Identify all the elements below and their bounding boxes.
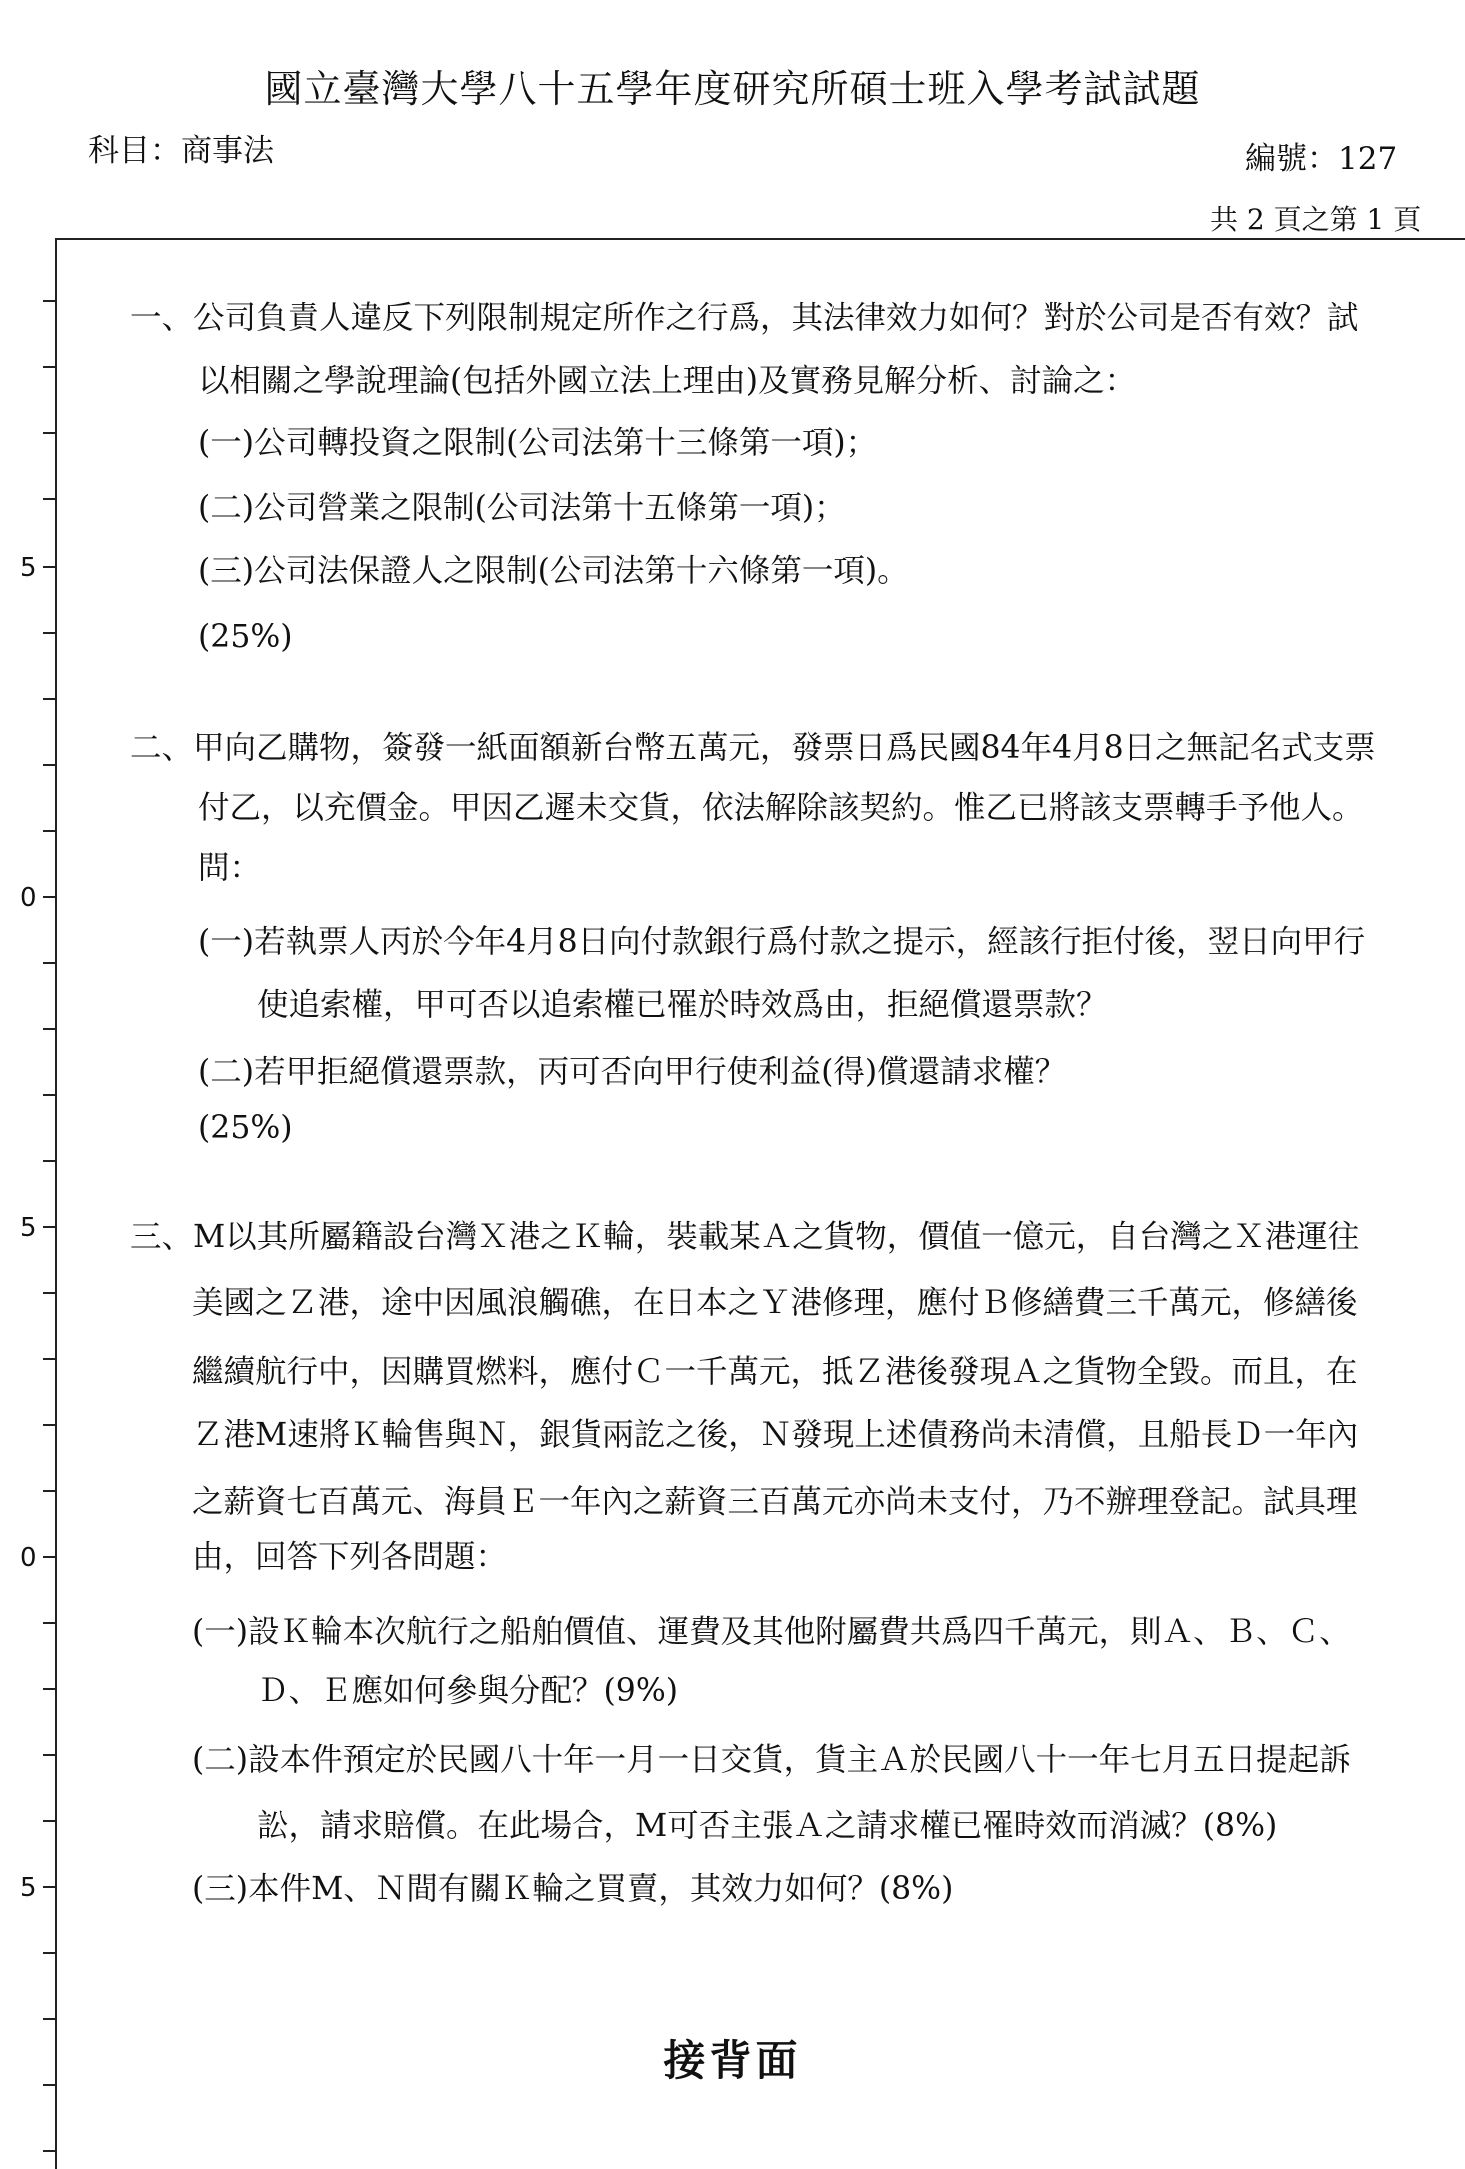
- ruler-tick: [43, 1952, 56, 1954]
- question-line: 三、M以其所屬籍設台灣Ｘ港之Ｋ輪，裝載某Ａ之貨物，價值一億元，自台灣之Ｘ港運往: [130, 1219, 1360, 1255]
- exam-code: 編號：127: [1245, 141, 1398, 177]
- ruler-tick: [43, 1754, 56, 1756]
- question-line: 一、公司負責人違反下列限制規定所作之行爲，其法律效力如何？對於公司是否有效？試: [130, 300, 1359, 336]
- question-line: 付乙，以充價金。甲因乙遲未交貨，依法解除該契約。惟乙已將該支票轉手予他人。: [198, 790, 1364, 826]
- ruler-tick: [43, 896, 56, 898]
- ruler-tick: [43, 698, 56, 700]
- question-line: 問：: [198, 850, 262, 886]
- question-line: (25%): [198, 1110, 293, 1146]
- question-line: 由，回答下列各問題：: [192, 1539, 508, 1575]
- ruler-label: 5: [20, 553, 37, 583]
- ruler-tick: [43, 366, 56, 368]
- ruler-label: 5: [20, 1213, 37, 1243]
- question-line: (一)公司轉投資之限制(公司法第十三條第一項)；: [198, 425, 878, 461]
- question-line: Ｚ港M速將Ｋ輪售與Ｎ，銀貨兩訖之後，Ｎ發現上述債務尚未清償，且船長Ｄ一年內: [192, 1417, 1359, 1453]
- ruler-tick: [43, 1886, 56, 1888]
- question-line: (二)公司營業之限制(公司法第十五條第一項)；: [198, 490, 846, 526]
- question-line: 訟，請求賠償。在此場合，M可否主張Ａ之請求權已罹時效而消滅？(8%): [257, 1808, 1278, 1844]
- ruler-tick: [43, 1820, 56, 1822]
- continue-on-back-note: 接背面: [663, 2036, 802, 2085]
- ruler-label: 0: [20, 1543, 37, 1573]
- question-line: (一)若執票人丙於今年4月8日向付款銀行爲付款之提示，經該行拒付後，翌日向甲行: [198, 924, 1366, 960]
- ruler-tick: [43, 1358, 56, 1360]
- ruler-tick: [43, 300, 56, 302]
- question-line: (三)公司法保證人之限制(公司法第十六條第一項)。: [198, 553, 909, 589]
- question-line: 美國之Ｚ港，途中因風浪觸礁，在日本之Ｙ港修理，應付Ｂ修繕費三千萬元，修繕後: [192, 1285, 1358, 1321]
- question-line: (三)本件M、Ｎ間有關Ｋ輪之買賣，其效力如何？(8%): [192, 1871, 954, 1907]
- question-line: (一)設Ｋ輪本次航行之船舶價值、運費及其他附屬費共爲四千萬元，則Ａ、Ｂ、Ｃ、: [192, 1614, 1351, 1650]
- exam-title: 國立臺灣大學八十五學年度研究所碩士班入學考試試題: [264, 67, 1201, 111]
- frame-top-border: [55, 238, 1465, 240]
- ruler-tick: [43, 1160, 56, 1162]
- ruler-tick: [43, 1688, 56, 1690]
- ruler-tick: [43, 1094, 56, 1096]
- question-line: 以相關之學說理論(包括外國立法上理由)及實務見解分析、討論之：: [198, 363, 1137, 399]
- ruler-label: 0: [20, 883, 37, 913]
- ruler-tick: [43, 1424, 56, 1426]
- ruler-tick: [43, 1556, 56, 1558]
- ruler-tick: [43, 1226, 56, 1228]
- question-line: 使追索權，甲可否以追索權已罹於時效爲由，拒絕償還票款？: [257, 987, 1108, 1023]
- ruler-tick: [43, 1622, 56, 1624]
- question-line: (25%): [198, 619, 293, 655]
- ruler-tick: [43, 566, 56, 568]
- ruler-tick: [43, 432, 56, 434]
- ruler-tick: [43, 498, 56, 500]
- question-line: (二)若甲拒絕償還票款，丙可否向甲行使利益(得)償還請求權？: [198, 1054, 1067, 1090]
- ruler-tick: [43, 830, 56, 832]
- question-line: (二)設本件預定於民國八十年一月一日交貨，貨主Ａ於民國八十一年七月五日提起訴: [192, 1742, 1351, 1778]
- question-line: 二、甲向乙購物，簽發一紙面額新台幣五萬元，發票日爲民國84年4月8日之無記名式支票: [130, 730, 1376, 766]
- question-line: Ｄ、Ｅ應如何參與分配？(9%): [257, 1673, 679, 1709]
- ruler-tick: [43, 2150, 56, 2152]
- ruler-tick: [43, 2018, 56, 2020]
- question-line: 之薪資七百萬元、海員Ｅ一年內之薪資三百萬元亦尚未支付，乃不辦理登記。試具理: [192, 1484, 1358, 1520]
- ruler-tick: [43, 632, 56, 634]
- frame-left-border: [55, 238, 57, 2169]
- ruler-tick: [43, 1028, 56, 1030]
- ruler-tick: [43, 1292, 56, 1294]
- ruler-tick: [43, 764, 56, 766]
- page-info: 共 2 頁之第 1 頁: [1210, 203, 1422, 236]
- question-line: 繼續航行中，因購買燃料，應付Ｃ一千萬元，抵Ｚ港後發現Ａ之貨物全毀。而且，在: [192, 1354, 1358, 1390]
- subject-label: 科目：商事法: [88, 133, 274, 169]
- ruler-tick: [43, 1490, 56, 1492]
- ruler-label: 5: [20, 1873, 37, 1903]
- ruler-tick: [43, 962, 56, 964]
